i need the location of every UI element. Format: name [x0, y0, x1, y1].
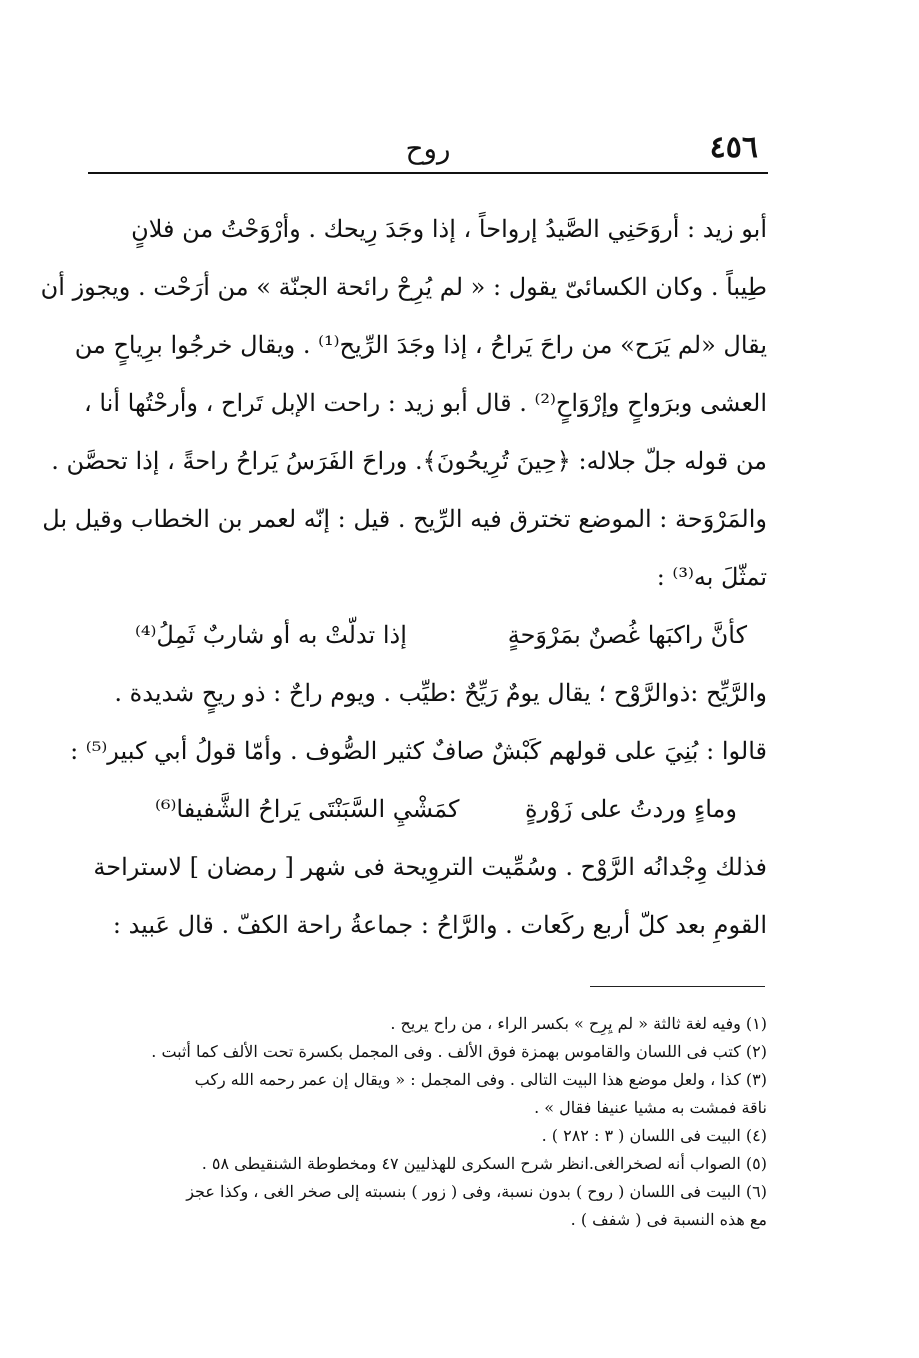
- main-text: [40, 200, 767, 954]
- page-header: [88, 128, 768, 174]
- footnote: (١) وفيه لغة ثالثة « لم يِرِح » بكسر الراء ، من راح يريح .: [390, 1014, 767, 1033]
- verse-line: [95, 606, 767, 664]
- text-line: والمَرْوَحة : الموضع تخترق فيه الرِّيح . قيل : إنّه لعمر بن الخطاب وقيل بل: [42, 505, 767, 533]
- verse-first-hemistich: كأنَّ راكبَها غُصنٌ بمَرْوَحةٍ: [507, 621, 747, 649]
- verse-second-hemistich: إذا تدلّتْ به أو شاربٌ ثَمِلُ⁽⁴⁾: [135, 621, 407, 649]
- running-head: روح: [405, 132, 451, 165]
- footnote: (٥) الصواب أنه لصخرالغى.انظر شرح السكرى للهذليين ٤٧ ومخطوطة الشنقيطى ٥٨ .: [201, 1154, 767, 1173]
- text-line: طِيباً . وكان الكسائىّ يقول : « لم يُرِحْ رائحة الجنّة » من أرَحْت . ويجوز أن: [40, 273, 767, 301]
- footnote: (٣) كذا ، ولعل موضع هذا البيت التالى . وفى المجمل : « ويقال إن عمر رحمه الله ركب: [194, 1070, 767, 1089]
- verse-first-hemistich: وماءٍ وردتُ على زَوْرةٍ: [524, 795, 737, 823]
- text-line: يقال «لم يَرَح» من راحَ يَراحُ ، إذا وجَدَ الرِّيح⁽¹⁾ . ويقال خرجُوا برِياحٍ من: [74, 331, 767, 359]
- verse-second-hemistich: كمَشْيِ السَّبَنْتَى يَراحُ الشَّفيفا⁽⁶⁾: [155, 795, 460, 823]
- footnote: (٦) البيت فى اللسان ( روح ) بدون نسبة، وفى ( زور ) بنسبته إلى صخر الغى ، وكذا عجز: [186, 1182, 767, 1201]
- text-line: تمثّلَ به⁽³⁾ :: [656, 563, 767, 591]
- text-line: من قوله جلّ جلاله: ﴿حِينَ تُرِيحُونَ﴾. وراحَ الفَرَسُ يَراحُ راحةً ، إذا تحصَّن .: [51, 447, 767, 475]
- page-number: ٤٥٦: [709, 130, 758, 165]
- text-line: أبو زيد : أروَحَنِي الصَّيدُ إرواحاً ، إذا وجَدَ رِيحك . وأرْوَحْتُ من فلانٍ: [131, 215, 767, 243]
- footnote-continuation: ناقة فمشت به مشيا عنيفا فقال » .: [534, 1098, 767, 1117]
- footnote: (٤) البيت فى اللسان ( ٣ : ٢٨٢ ) .: [541, 1126, 767, 1145]
- verse-line: [95, 780, 767, 838]
- footnotes: [85, 1010, 767, 1234]
- text-line: القومِ بعد كلّ أربع ركَعات . والرَّاحُ : جماعةُ راحة الكفّ . قال عَبيد :: [112, 911, 767, 939]
- text-line: العشى وبرَواحٍ وإرْوَاحٍ⁽²⁾ . قال أبو زيد : راحت الإبل تَراح ، وأرحْتُها أنا ،: [83, 389, 767, 417]
- text-line: فذلك وِجْدانُه الرَّوْح . وسُمِّيت التروِيحة فى شهر [ رمضان ] لاستراحة: [93, 853, 767, 881]
- text-line: قالوا : بُنِيَ على قولهم كَبْشٌ صافٌ كثير الصُّوف . وأمّا قولُ أبي كبير⁽⁵⁾ :: [70, 737, 767, 765]
- footnote-continuation: مع هذه النسبة فى ( شفف ) .: [570, 1210, 767, 1229]
- footnote: (٢) كتب فى اللسان والقاموس بهمزة فوق الألف . وفى المجمل بكسرة تحت الألف كما أثبت .: [151, 1042, 767, 1061]
- footnote-separator: [590, 986, 765, 987]
- text-line: والرَّيِّح :ذوالرَّوْح ؛ يقال يومٌ رَيِّحٌ :طيِّب . ويوم راحٌ : ذو ريحٍ شديدة .: [114, 679, 767, 707]
